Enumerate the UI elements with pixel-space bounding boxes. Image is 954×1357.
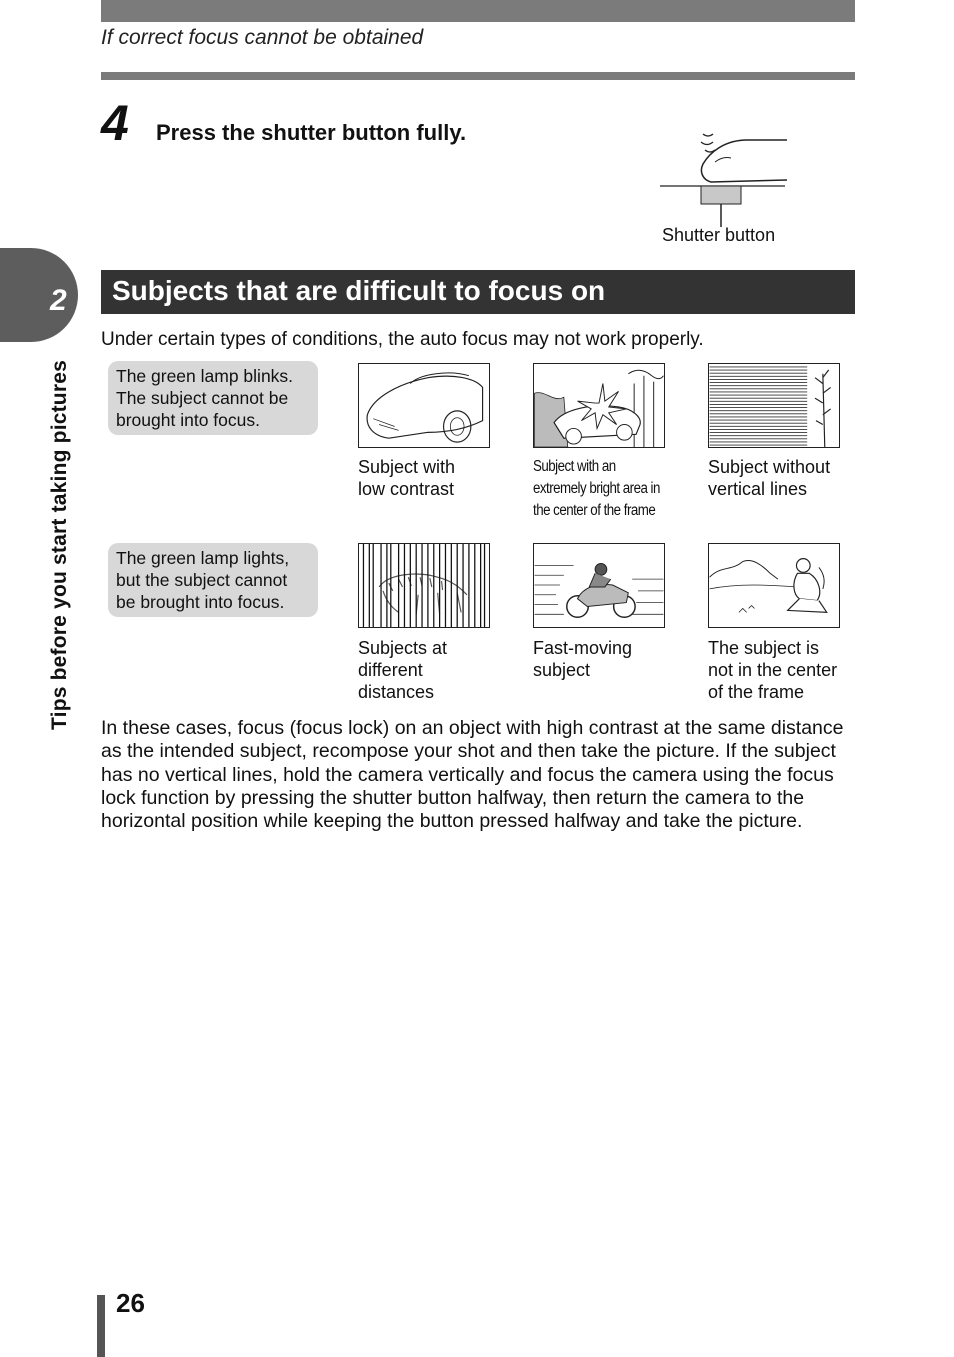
caption-line: Fast-moving [533,638,633,658]
fast-motorcycle-icon [533,543,665,628]
section-title: Subjects that are difficult to focus on [112,275,606,306]
caption-line: vertical lines [708,479,808,499]
finger-pressing-icon [655,122,795,232]
lamp-status-box [108,543,318,617]
caption-line: extremely bright area in [533,480,660,497]
caption-line: Subject with an [533,458,616,475]
caption-line: The subject is [708,638,820,658]
page-subtitle: If correct focus cannot be obtained [101,26,424,49]
caption-line: the center of the frame [533,502,656,519]
car-low-contrast-icon [358,363,490,448]
caption-line: Subject without [708,457,831,477]
caption [708,456,858,500]
caption-line: subject [533,660,591,680]
blinds-no-vertical-lines-icon [708,363,840,448]
caption [708,637,858,703]
lamp-text-line: The green lamp blinks. [116,366,294,386]
caption [358,456,508,500]
step-number: 4 [101,95,129,151]
lamp-text-line: The green lamp lights, [116,548,290,568]
caption-line: different [358,660,423,680]
caption [533,456,679,522]
chapter-side-title: Tips before you start taking pictures [48,360,71,730]
caption-line: not in the center [708,660,838,680]
shutter-button-label: Shutter button [662,225,776,245]
header-rule [101,72,855,80]
car-bright-center-icon [533,363,665,448]
caption-line: distances [358,682,435,702]
page-number-bar [97,1295,105,1357]
caption-line: Subjects at [358,638,448,658]
header-bar [101,0,855,22]
caption [358,637,508,703]
lamp-text-line: be brought into focus. [116,592,285,612]
page-number: 26 [116,1288,145,1318]
lamp-text-line: but the subject cannot [116,570,288,590]
chapter-number: 2 [50,284,67,317]
lamp-status-box [108,361,318,435]
caption-line: Subject with [358,457,456,477]
step-text: Press the shutter button fully. [156,120,467,145]
caption [533,637,683,681]
section-intro: Under certain types of conditions, the auto focus may not work properly. [101,329,704,350]
shutter-button-figure [655,122,795,232]
caption-line: of the frame [708,682,805,702]
person-off-center-icon [708,543,840,628]
tiger-behind-bars-icon [358,543,490,628]
body-paragraph: In these cases, focus (focus lock) on an object with high contrast at the same distance as the intended subject, recompose your shot and then take the picture. If the subject has no vertical lines, hold the camera vertically and focus the camera using the focus lock function by pressing the shutter button halfway, then return the camera to the horizontal position while keeping the button pressed halfway and take the picture. [101,717,844,833]
caption-line: low contrast [358,479,455,499]
lamp-text-line: brought into focus. [116,410,260,430]
lamp-text-line: The subject cannot be [116,388,289,408]
